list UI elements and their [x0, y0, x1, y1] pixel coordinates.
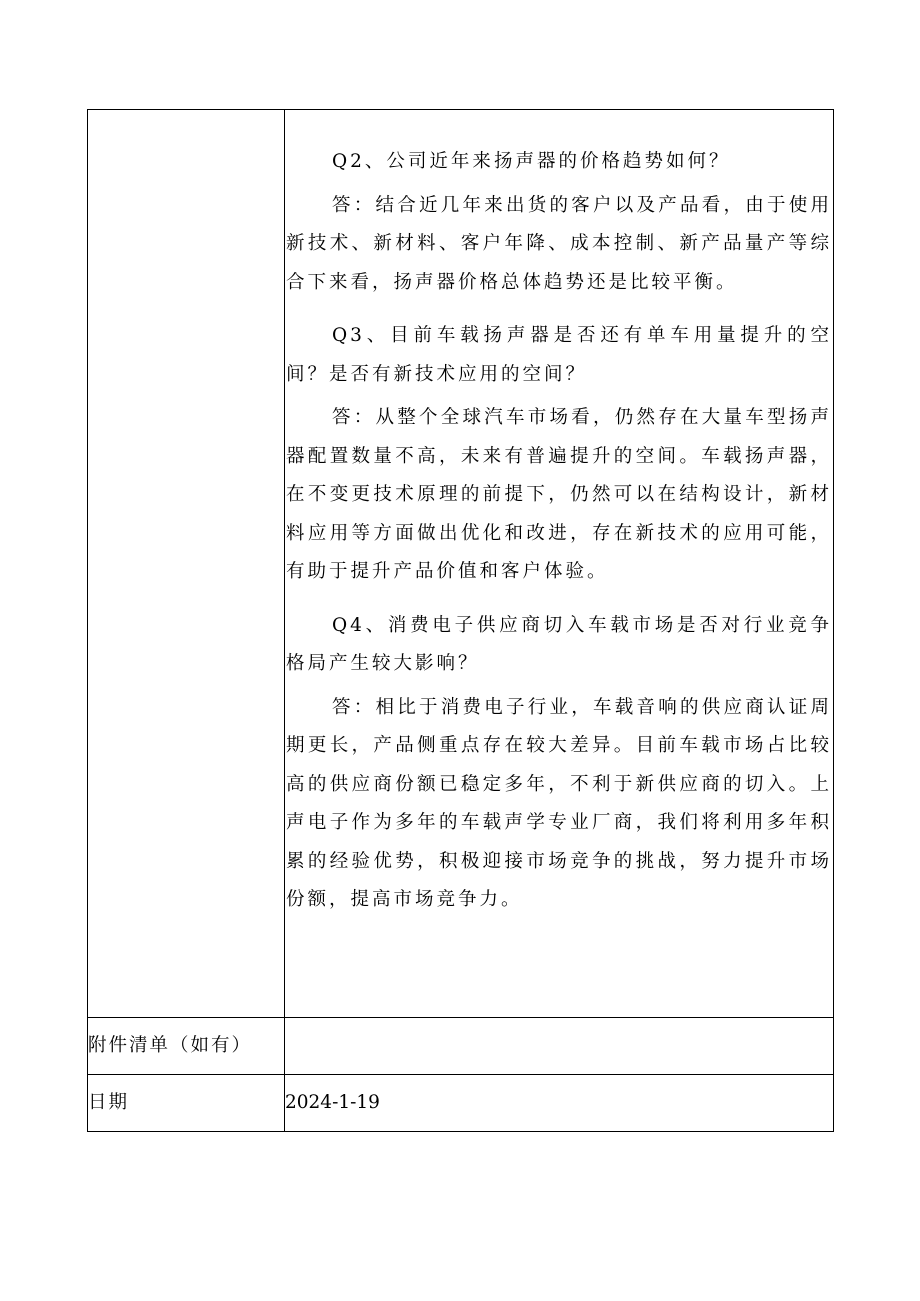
question-q2: Q2、公司近年来扬声器的价格趋势如何？ [332, 151, 731, 172]
answer-q4: 答：相比于消费电子行业，车载音响的供应商认证周期更长，产品侧重点存在较大差异。目前车载市场占比较高的供应商份额已稳定多年，不利于新供应商的切入。上声电子作为多年的车载声学专业厂商，我们将利用多年积累的经验优势，积极迎接市场竞争的挑战，努力提升市场份额，提高市场竞争力。 [286, 696, 832, 910]
question-q4: Q4、消费电子供应商切入车载市场是否对行业竞争格局产生较大影响？ [286, 614, 832, 674]
date-value: 2024-1-19 [285, 1092, 380, 1113]
attachments-value-cell [285, 1018, 834, 1075]
question-q3: Q3、目前车载扬声器是否还有单车用量提升的空间？是否有新技术应用的空间？ [286, 325, 832, 385]
date-row [88, 1075, 834, 1132]
date-label: 日期 [88, 1092, 130, 1113]
qa-label-cell [88, 110, 285, 1018]
attachments-label: 附件清单（如有） [88, 1035, 253, 1056]
qa-row [88, 110, 834, 1018]
attachments-row [88, 1018, 834, 1075]
date-value-cell [285, 1075, 834, 1132]
answer-q3: 答：从整个全球汽车市场看，仍然存在大量车型扬声器配置数量不高，未来有普遍提升的空间。车载扬声器，在不变更技术原理的前提下，仍然可以在结构设计，新材料应用等方面做出优化和改进，存在新技术的应用可能，有助于提升产品价值和客户体验。 [286, 407, 832, 582]
answer-q2: 答：结合近几年来出货的客户以及产品看，由于使用新技术、新材料、客户年降、成本控制、新产品量产等综合下来看，扬声器价格总体趋势还是比较平衡。 [286, 194, 832, 293]
investor-relations-record-table [87, 109, 834, 1132]
qa-content-cell [285, 110, 834, 1018]
attachments-label-cell [88, 1018, 285, 1075]
date-label-cell [88, 1075, 285, 1132]
